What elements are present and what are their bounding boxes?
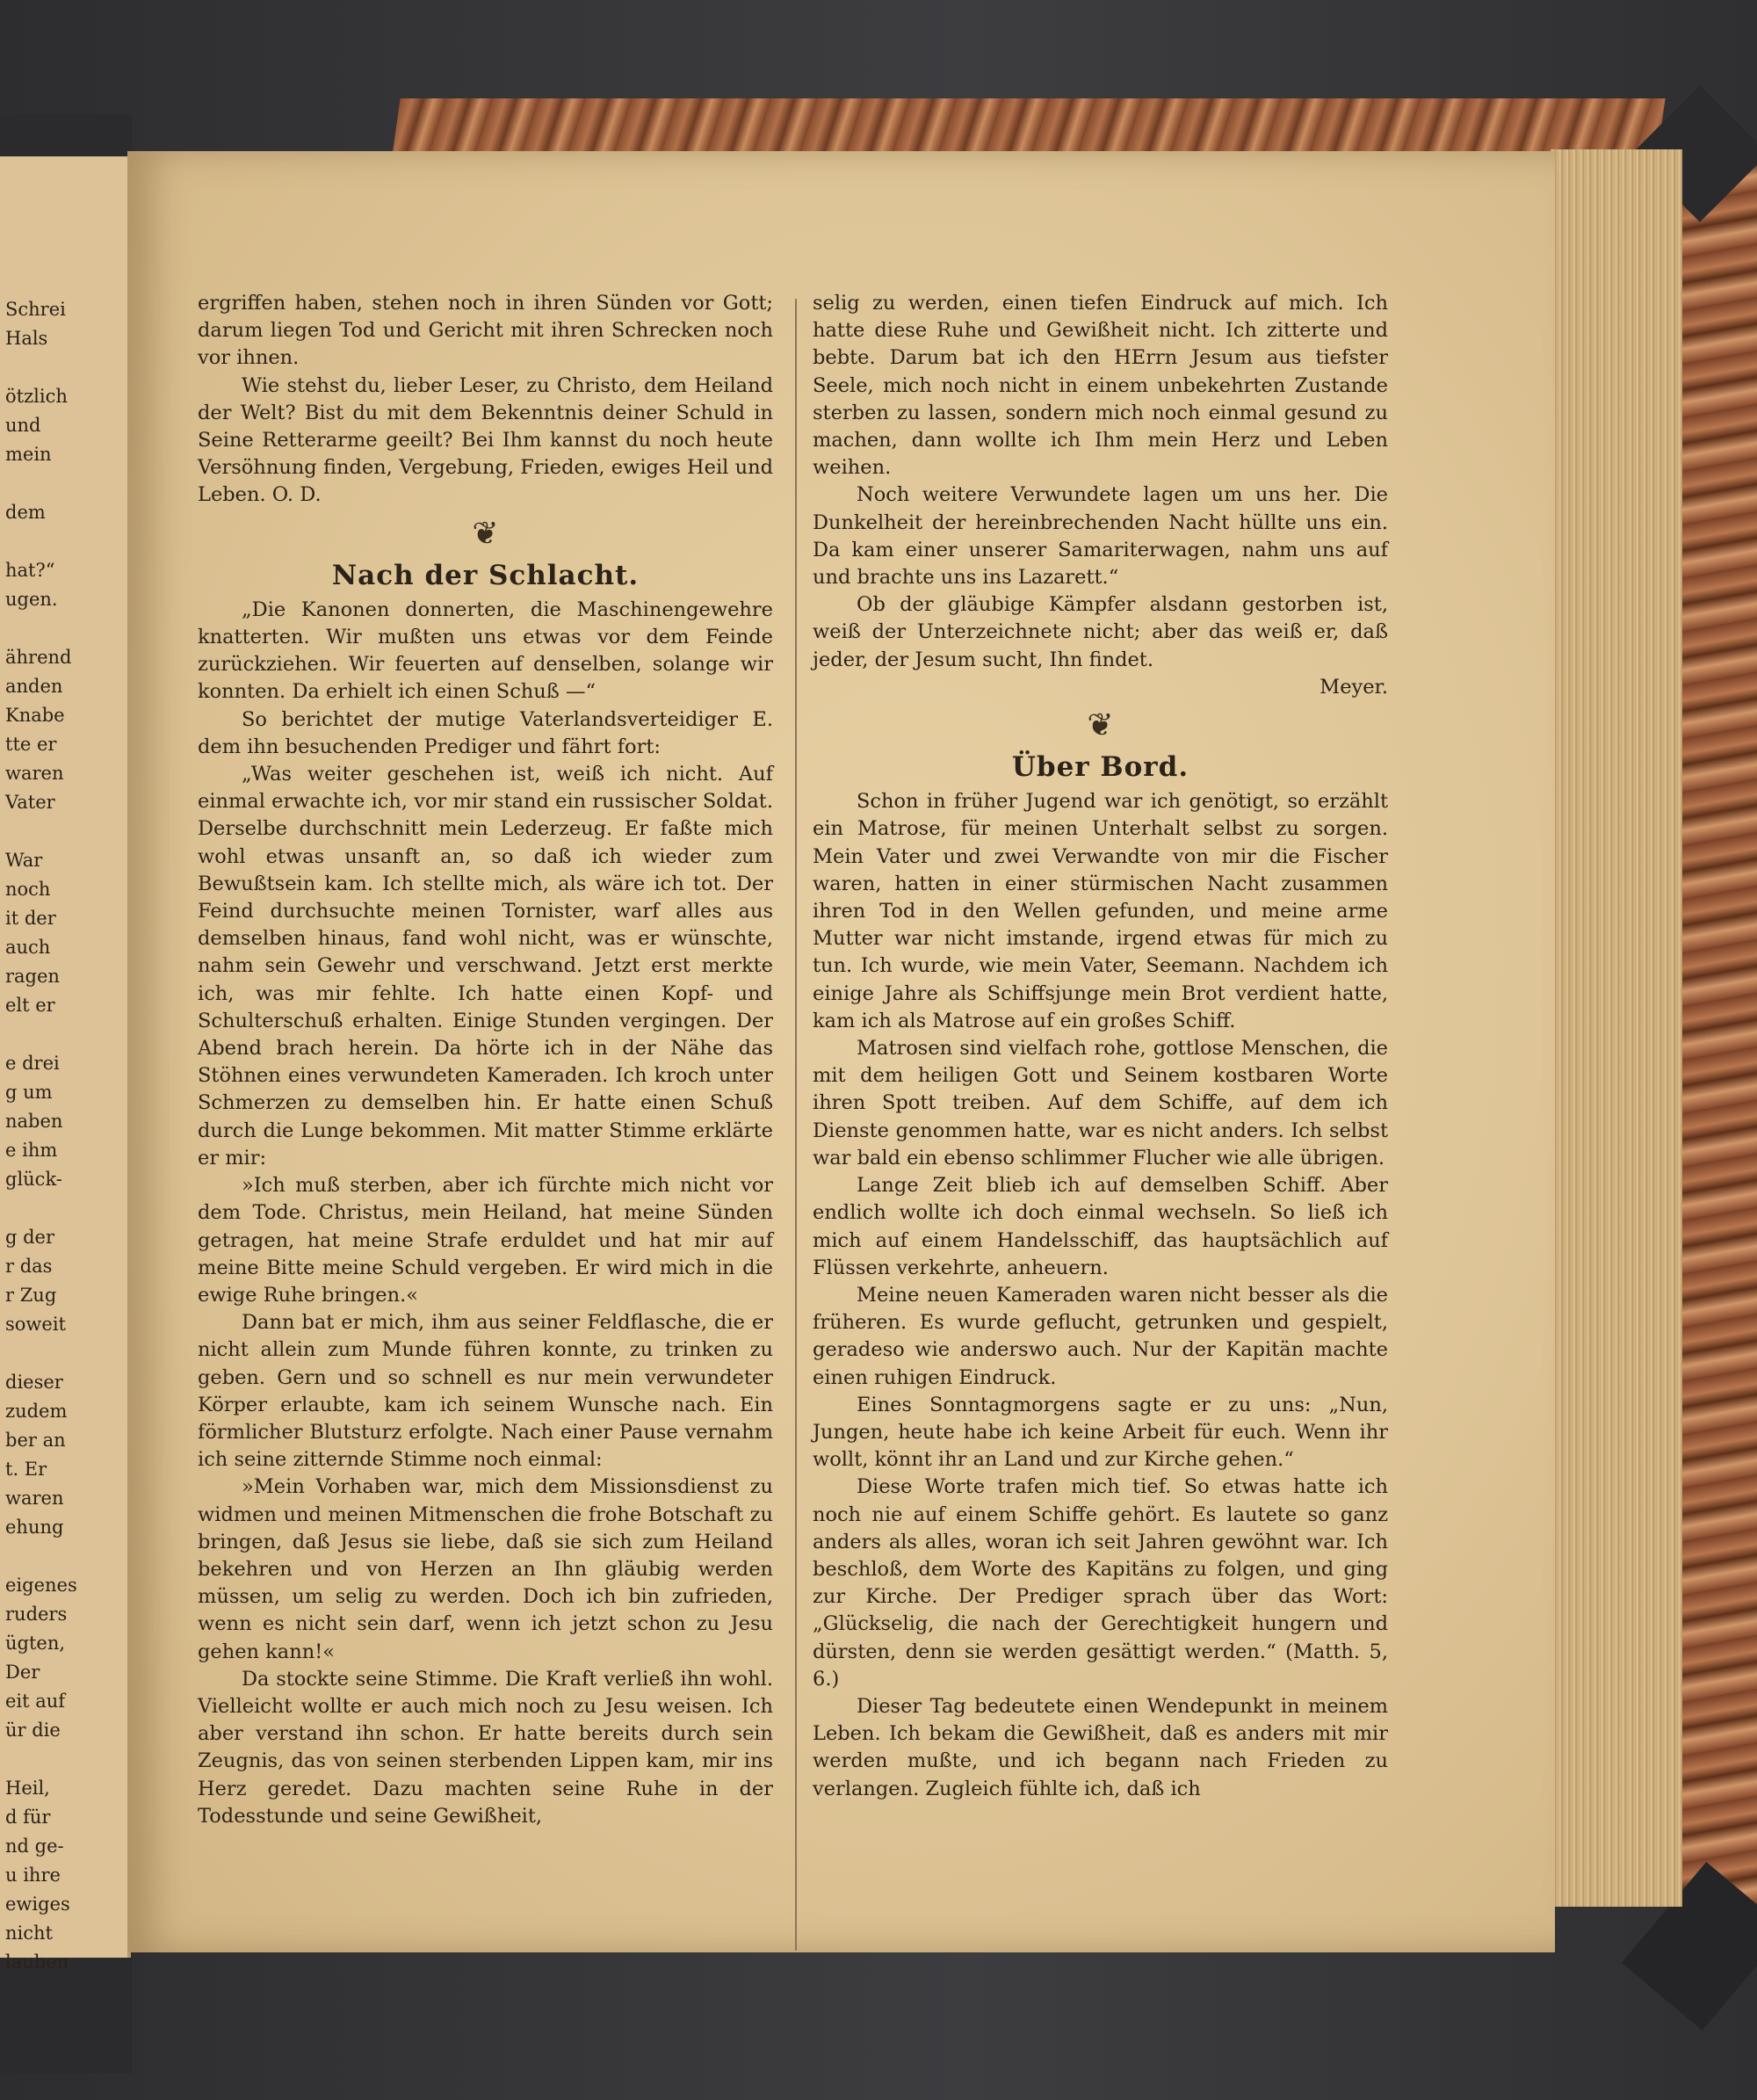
fragment-line: zudem [5, 1401, 68, 1422]
fragment-line: ügten, [5, 1633, 66, 1654]
paragraph: „Die Kanonen donnerten, die Maschinengewehre knatterten. Wir mußten uns etwas vor dem Feinde zurückziehen. Wir feuerten auf denselben, solange wir konnten. Da erhielt ich einen Schuß —“ [198, 597, 773, 704]
fragment-line: lauben [5, 1952, 69, 1973]
fragment-line: g um [5, 1082, 53, 1103]
fragment-line: ragen [5, 966, 60, 987]
fragment-line: ährend [5, 647, 72, 668]
paragraph: Dieser Tag bedeutete einen Wendepunkt in meinem Leben. Ich bekam die Gewißheit, daß es anders mit mir werden mußte, und ich begann nach Frieden zu verlangen. Zugleich fühlte ich, daß ich [813, 1694, 1388, 1800]
fragment-line: elt er [5, 995, 55, 1016]
fragment-line: g der [5, 1227, 55, 1248]
signature: Meyer. [1320, 675, 1388, 699]
column-divider [795, 299, 797, 1951]
fragment-line: eit auf [5, 1691, 66, 1712]
paragraph: Noch weitere Verwundete lagen um uns her. Die Dunkelheit der hereinbrechenden Nacht hüllte uns ein. Da kam einer unserer Samariterwagen, nahm uns auf und brachte uns ins Lazarett.“ [813, 483, 1388, 590]
fragment-line: dieser [5, 1372, 63, 1393]
fragment-line: War [5, 850, 43, 871]
paragraph: So berichtet der mutige Vaterlandsverteidiger E. dem ihn besuchenden Prediger und fährt fort: [198, 707, 773, 758]
fragment-line: Schrei [5, 299, 66, 320]
fragment-line: soweit [5, 1314, 66, 1335]
paragraph: Lange Zeit blieb ich auf demselben Schiff. Aber endlich wollte ich doch einmal wechseln. So ließ ich mich auf einem Handelsschiff, das hauptsächlich auf Flüssen verkehrte, anheuern. [813, 1174, 1388, 1279]
paragraph: Ob der gläubige Kämpfer alsdann gestorben ist, weiß der Unterzeichnete nicht; aber das weiß er, daß jeder, der Jesum sucht, Ihn findet. [813, 593, 1388, 671]
fragment-line: hat?“ [5, 560, 55, 581]
paragraph: Eines Sonntagmorgens sagte er zu uns: „Nun, Jungen, heute habe ich keine Arbeit für euch. Wenn ihr wollt, könnt ihr an Land und zur Kirche gehen.“ [813, 1393, 1388, 1472]
paragraph: Schon in früher Jugend war ich genötigt, so erzählt ein Matrose, für meinen Unterhalt selbst zu sorgen. Mein Vater und zwei Verwandte von mir die Fischer waren, hatten in einer stürmischen Nacht zusammen ihren Tod in den Wellen gefunden, und meine arme Mutter war nicht imstande, irgend etwas für mich zu tun. Ich wurde, wie mein Vater, Seemann. Nachdem ich einige Jahre als Schiffsjunge mein Brot verdient hatte, kam ich als Matrose auf ein großes Schiff. [813, 790, 1388, 1032]
fragment-line: t. Er [5, 1459, 47, 1480]
fragment-line: Hals [5, 328, 48, 349]
marbled-cover-right [1682, 149, 1757, 1907]
fragment-line: ugen. [5, 589, 58, 610]
fragment-line: naben [5, 1111, 63, 1132]
fragment-line: e ihm [5, 1140, 58, 1161]
page-edges [1551, 149, 1682, 1907]
paragraph: selig zu werden, einen tiefen Eindruck auf mich. Ich hatte diese Ruhe und Gewißheit nicht. Ich zitterte und bebte. Darum bat ich den HErrn Jesum aus tiefster Seele, mich noch nicht in einem unbekehrten Zustande sterben zu lassen, sondern mich noch einmal gesund zu machen, dann wollte ich Ihm mein Herz und Leben weihen. [813, 292, 1388, 480]
paragraph: Wie stehst du, lieber Leser, zu Christo, dem Heiland der Welt? Bist du mit dem Bekenntnis deiner Schuld in Seine Retterarme geeilt? Bei Ihm kannst du noch heute Versöhnung finden, Vergebung, Frieden, ewiges Heil und Leben. O. D. [198, 373, 773, 507]
fragment-line: waren [5, 763, 64, 784]
fragment-line: waren [5, 1488, 64, 1509]
fragment-line: Heil, [5, 1778, 50, 1799]
fragment-line: und [5, 415, 41, 436]
fragment-line: u ihre [5, 1865, 61, 1886]
fragment-line: ber an [5, 1430, 66, 1451]
fragment-line: ehung [5, 1517, 64, 1538]
fragment-line: glück- [5, 1169, 62, 1190]
paragraph: »Ich muß sterben, aber ich fürchte mich nicht vor dem Tode. Christus, mein Heiland, hat meine Sünden getragen, hat meine Strafe erduldet und hat mir auf meine Bitte meine Schuld vergeben. Er wird mich in die ewige Ruhe bringen.« [198, 1174, 773, 1307]
fragment-line: e drei [5, 1053, 60, 1074]
fragment-line: d für [5, 1807, 51, 1828]
right-column [813, 290, 1388, 1803]
fragment-line: ewiges [5, 1894, 70, 1915]
ornament-icon: ❦ [1087, 707, 1114, 744]
paragraph: Matrosen sind vielfach rohe, gottlose Menschen, die mit dem heiligen Gott und Seinem kostbaren Worte ihren Spott treiben. Auf dem Schiffe, auf dem ich Dienste genommen hatte, war es nicht anders. Ich selbst war bald ein ebenso schlimmer Flucher wie alle übrigen. [813, 1037, 1388, 1169]
fragment-line: anden [5, 676, 63, 697]
paragraph: »Mein Vorhaben war, mich dem Missionsdienst zu widmen und meinen Mitmenschen die frohe Botschaft zu bringen, daß Jesus sie liebe, daß sie sich zum Heiland bekehren und von Herzen an Ihn gläubig werden müssen, um selig zu werden. Doch ich bin zufrieden, wenn es nicht sein darf, wenn ich jetzt schon zu Jesu gehen kann!« [198, 1475, 773, 1663]
fragment-line: ür die [5, 1720, 61, 1741]
paragraph: „Was weiter geschehen ist, weiß ich nicht. Auf einmal erwachte ich, vor mir stand ein russischer Soldat. Derselbe durchschnitt mein Lederzeug. Er faßte mich wohl etwas unsanft an, so daß ich wieder zum Bewußtsein kam. Ich stellte mich, als wäre ich tot. Der Feind durchsuchte meinen Tornister, warf alles aus demselben hinaus, fand wohl nicht, was er wünschte, nahm sein Gewehr und verschwand. Jetzt erst merkte ich, was mir fehlte. Ich hatte einen Kopf- und Schulterschuß erhalten. Einige Stunden vergingen. Der Abend brach herein. Da hörte ich in der Nähe das Stöhnen eines verwundeten Kameraden. Ich kroch unter Schmerzen zu demselben hin. Er hatte einen Schuß durch die Lunge bekommen. Mit matter Stimme erklärte er mir: [198, 763, 773, 1169]
fragment-line: ruders [5, 1604, 68, 1625]
fragment-line: noch [5, 879, 51, 900]
fragment-line: ötzlich [5, 386, 68, 407]
ornament-icon: ❦ [472, 515, 499, 552]
article-heading: Über Bord. [1011, 751, 1189, 784]
article-heading: Nach der Schlacht. [331, 559, 640, 591]
fragment-line: mein [5, 444, 52, 465]
fragment-line: eigenes [5, 1575, 77, 1596]
paragraph: ergriffen haben, stehen noch in ihren Sünden vor Gott; darum liegen Tod und Gericht mit ihren Schrecken noch vor ihnen. [198, 292, 773, 370]
left-page-fragment [0, 156, 131, 1973]
paragraph: Meine neuen Kameraden waren nicht besser als die früheren. Es wurde geflucht, getrunken und gespielt, geradeso wie anderswo auch. Nur der Kapitän machte einen ruhigen Eindruck. [813, 1283, 1388, 1389]
fragment-line: Der [5, 1662, 40, 1683]
paragraph: Da stockte seine Stimme. Die Kraft verließ ihn wohl. Vielleicht wollte er auch mich noch zu Jesu weisen. Ich aber verstand ihn schon. Er hatte bereits durch sein Zeugnis, das von seinen sterbenden Lippen kam, mir ins Herz geredet. Dazu machten seine Ruhe in der Todesstunde und seine Gewißheit, [198, 1667, 773, 1828]
left-column [198, 290, 773, 1830]
fragment-line: r Zug [5, 1285, 57, 1306]
paragraph: Diese Worte trafen mich tief. So etwas hatte ich noch nie auf einem Schiffe gehört. Es lautete so ganz anders als alles, woran ich seit Jahren gewöhnt war. Ich beschloß, dem Worte des Kapitäns zu folgen, und ging zur Kirche. Der Prediger sprach über das Wort: „Glückselig, die nach der Gerechtigkeit hungern und dürsten, denn sie werden gesättigt werden.“ (Matth. 5, 6.) [813, 1475, 1388, 1691]
fragment-line: Knabe [5, 705, 65, 726]
fragment-line: auch [5, 937, 51, 958]
paragraph: Dann bat er mich, ihm aus seiner Feldflasche, die er nicht allein zum Munde führen konnte, zu trinken zu geben. Gern und so schnell es nur mein verwundeter Körper erlaubte, kam ich seinem Wunsche nach. Ein förmlicher Blutsturz erfolgte. Nach einer Pause vernahm ich seine zitternde Stimme noch einmal: [198, 1311, 773, 1472]
fragment-line: it der [5, 908, 56, 929]
fragment-line: tte er [5, 734, 57, 755]
fragment-line: nd ge- [5, 1836, 64, 1857]
fragment-line: dem [5, 502, 46, 523]
fragment-line: Vater [5, 792, 55, 813]
fragment-line: nicht [5, 1923, 53, 1944]
fragment-line: r das [5, 1256, 53, 1277]
